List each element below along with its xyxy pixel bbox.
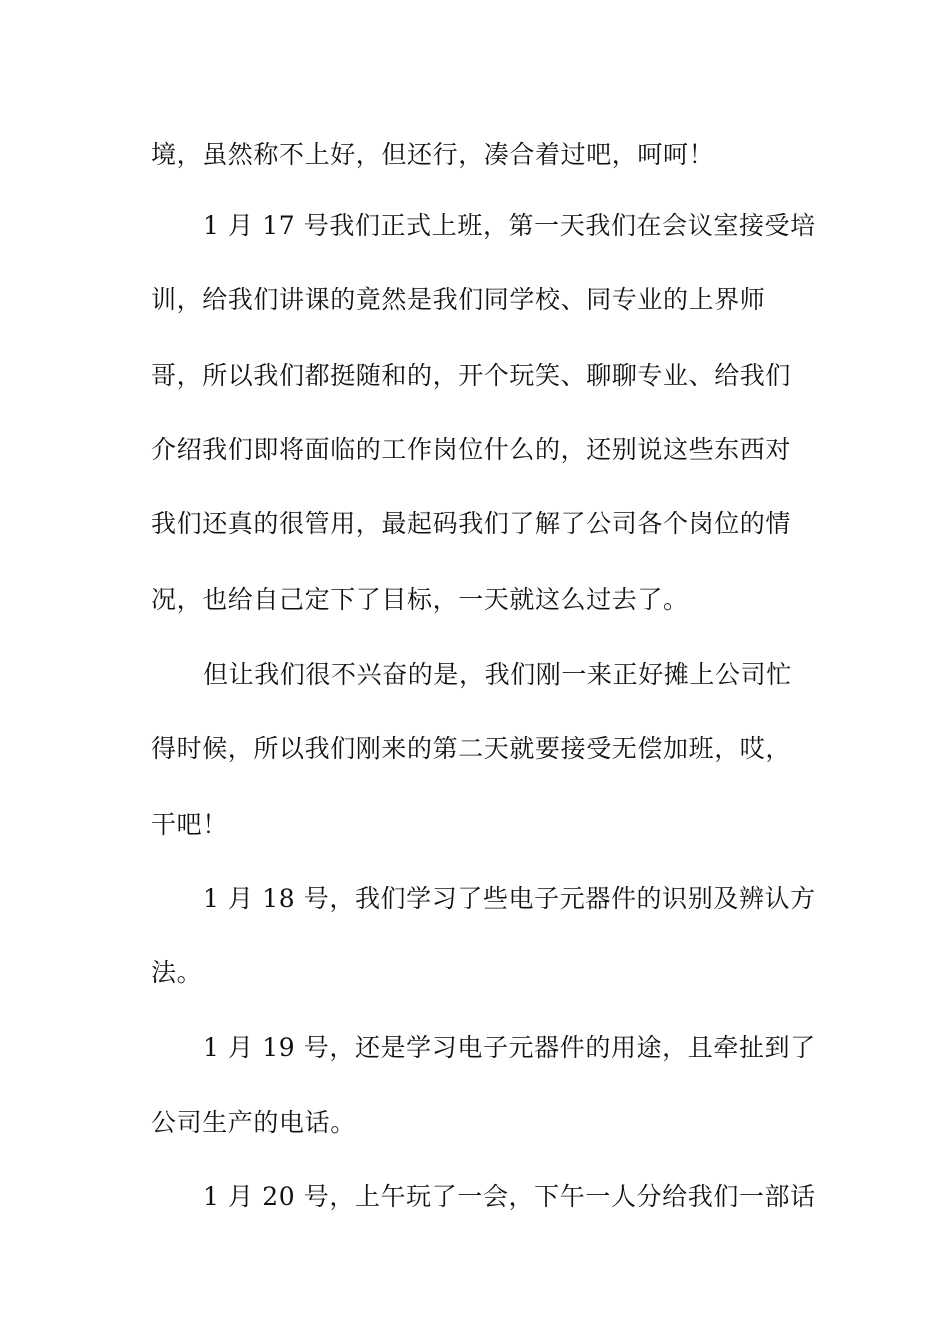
text-line: 1 月 17 号我们正式上班，第一天我们在会议室接受培 [203,211,816,240]
text-line: 哥，所以我们都挺随和的，开个玩笑、聊聊专业、给我们 [151,361,792,390]
text-line: 况，也给自己定下了目标，一天就这么过去了。 [151,585,689,614]
text-line: 我们还真的很管用，最起码我们了解了公司各个岗位的情 [151,509,792,538]
text-line: 干吧！ [151,810,228,839]
text-line: 1 月 20 号，上午玩了一会，下午一人分给我们一部话 [203,1182,816,1211]
text-line: 境，虽然称不上好，但还行，凑合着过吧，呵呵！ [151,140,715,169]
text-line: 得时候，所以我们刚来的第二天就要接受无偿加班，哎， [151,734,792,763]
text-line: 1 月 19 号，还是学习电子元器件的用途，且牵扯到了 [203,1033,816,1062]
text-line: 法。 [151,958,203,987]
text-line: 但让我们很不兴奋的是，我们刚一来正好摊上公司忙 [203,660,792,689]
text-line: 介绍我们即将面临的工作岗位什么的，还别说这些东西对 [151,435,792,464]
text-line: 1 月 18 号，我们学习了些电子元器件的识别及辨认方 [203,884,816,913]
text-line: 训，给我们讲课的竟然是我们同学校、同专业的上界师 [151,285,766,314]
text-line: 公司生产的电话。 [151,1108,356,1137]
